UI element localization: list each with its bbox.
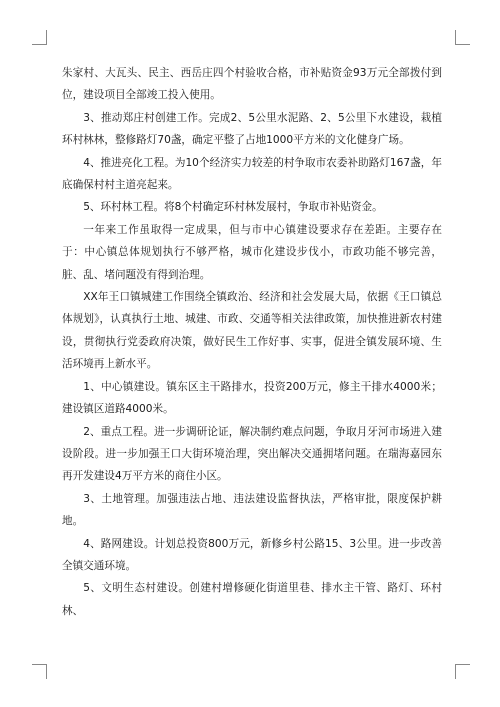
paragraph-shortcomings: 一年来工作虽取得一定成果，但与市中心镇建设要求存在差距。主要存在于：中心镇总体规划执行不够严格，城市化建设步伐小，市政功能不够完善，脏、乱、堵问题没有得到治理。 [62, 223, 442, 281]
paragraph-road-network: 4、路网建设。计划总投资800万元，新修乡村公路15、3公里。进一步改善全镇交通环境。 [62, 537, 442, 572]
paragraph-central-town: 1、中心镇建设。镇东区主干路排水，投资200万元，修主干排水4000米；建设镇区道路4000米。 [62, 380, 442, 416]
crop-mark-top-right [455, 30, 470, 45]
crop-mark-bottom-right [455, 664, 470, 679]
paragraph-land-management: 3、土地管理。加强违法占地、违法建设监督执法，严格审批，限度保护耕地。 [62, 492, 442, 528]
paragraph-lighting: 4、推进亮化工程。为10个经济实力较差的村争取市农委补助路灯167盏，年底确保村村主道亮起来。 [62, 156, 442, 192]
crop-mark-bottom-left [32, 664, 47, 679]
paragraph-key-projects: 2、重点工程。进一步调研论证，解决制约难点问题，争取月牙河市场进入建设阶段。进一步加强王口大街环境治理，突出解决交通拥堵问题。在瑞海嘉园东再开发建设4万平方米的商住小区。 [62, 425, 442, 483]
crop-mark-top-left [32, 30, 47, 45]
paragraph-plan-intro: XX年王口镇城建工作围绕全镇政治、经济和社会发展大局，依据《王口镇总体规划》，认真执行土地、城建、市政、交通等相关法律政策，加快推进新农村建设，贯彻执行党委政府决策，做好民生工作好事、实事，促进全镇发展环境、生活环境再上新水平。 [62, 291, 442, 371]
document-body [62, 62, 442, 622]
paragraph-continuation: 朱家村、大瓦头、民主、西岳庄四个村验收合格，市补贴资金93万元全部拨付到位，建设项目全部竣工投入使用。 [62, 67, 442, 102]
paragraph-eco-village: 5、文明生态村建设。创建村增修硬化街道里巷、排水主干管、路灯、环村林、 [62, 582, 442, 617]
paragraph-zhengzhuang: 3、推动郑庄村创建工作。完成2、5公里水泥路、2、5公里下水建设，栽植环村林林，整修路灯70盏，确定平整了占地1000平方米的文化健身广场。 [62, 111, 442, 147]
paragraph-forest-ring: 5、环村林工程。将8个村确定环村林发展村，争取市补贴资金。 [83, 201, 383, 214]
